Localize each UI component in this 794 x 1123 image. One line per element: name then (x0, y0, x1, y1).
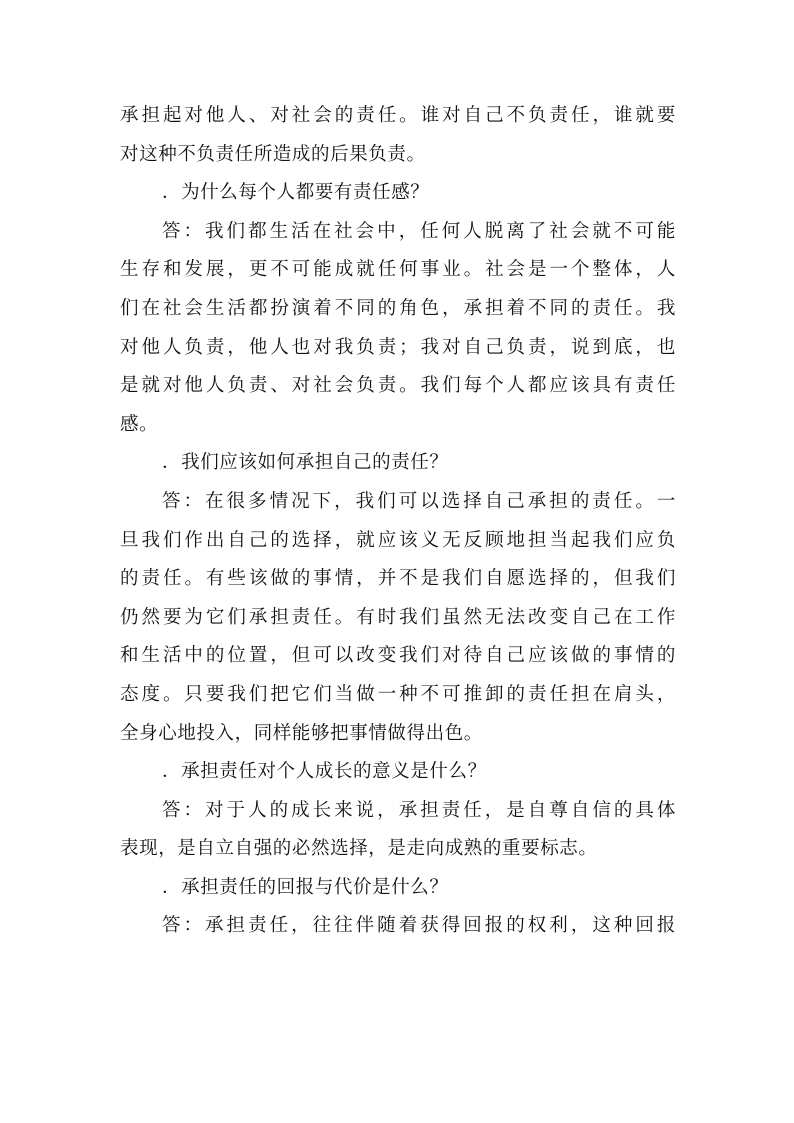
text-line: 生存和发展，更不可能成就任何事业。社会是一个整体，人 (120, 259, 676, 281)
text-line: 旦我们作出自己的选择，就应该义无反顾地担当起我们应负 (120, 529, 676, 551)
text-line: 感。 (120, 413, 159, 435)
answer-line: 答：我们都生活在社会中，任何人脱离了社会就不可能 (162, 220, 676, 242)
text-line: 对这种不负责任所造成的后果负责。 (120, 143, 426, 165)
text-line: 和生活中的位置，但可以改变我们对待自己应该做的事情的 (120, 645, 676, 667)
answer-line: 答：对于人的成长来说，承担责任，是自尊自信的具体 (162, 799, 676, 821)
text-line: 态度。只要我们把它们当做一种不可推卸的责任担在肩头， (120, 683, 676, 705)
text-line: 表现，是自立自强的必然选择，是走向成熟的重要标志。 (120, 838, 598, 860)
answer-line: 答：在很多情况下，我们可以选择自己承担的责任。一 (162, 490, 676, 512)
question-line: ．我们应该如何承担自己的责任？ (162, 452, 449, 474)
text-line: 全身心地投入，同样能够把事情做得出色。 (120, 722, 483, 744)
text-line: 的责任。有些该做的事情，并不是我们自愿选择的，但我们 (120, 568, 676, 590)
question-line: ．为什么每个人都要有责任感？ (162, 182, 430, 204)
answer-line: 答：承担责任，往往伴随着获得回报的权利，这种回报 (162, 915, 676, 937)
text-line: 是就对他人负责、对社会负责。我们每个人都应该具有责任 (120, 375, 676, 397)
text-line: 对他人负责，他人也对我负责；我对自己负责，说到底，也 (120, 336, 676, 358)
text-line: 承担起对他人、对社会的责任。谁对自己不负责任，谁就要 (120, 105, 676, 126)
document-body (120, 97, 676, 946)
question-line: ．承担责任对个人成长的意义是什么？ (162, 761, 487, 783)
text-line: 仍然要为它们承担责任。有时我们虽然无法改变自己在工作 (120, 606, 676, 628)
text-line: 们在社会生活都扮演着不同的角色，承担着不同的责任。我 (120, 297, 676, 319)
question-line: ．承担责任的回报与代价是什么？ (162, 876, 449, 898)
